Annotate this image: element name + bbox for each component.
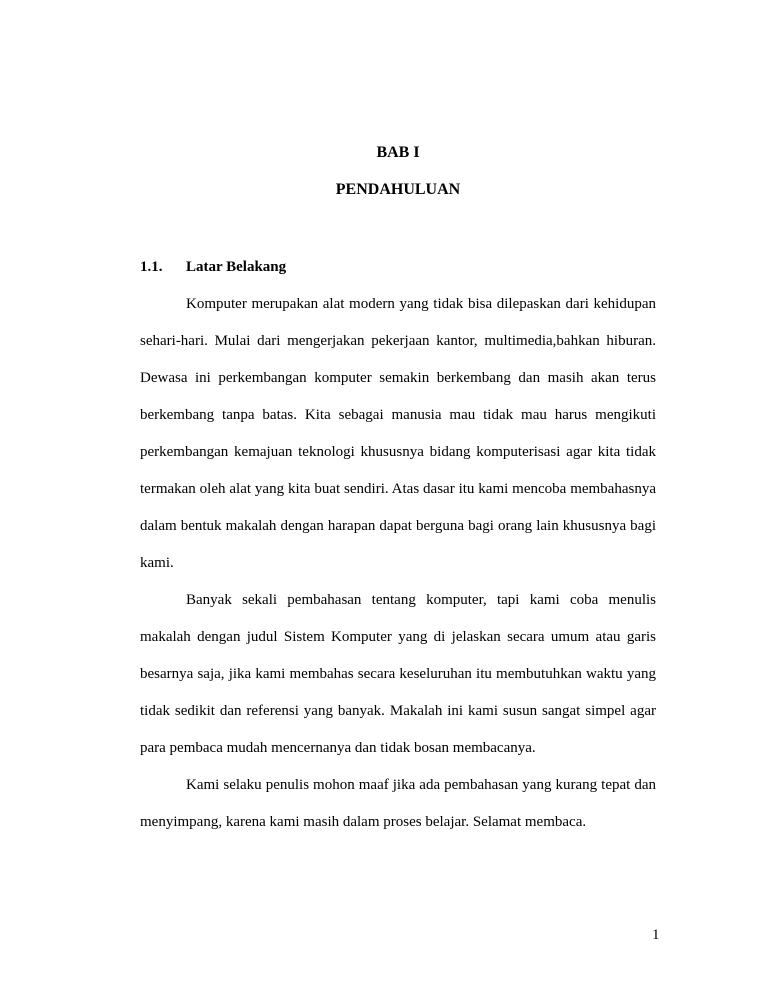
paragraph-2: Banyak sekali pembahasan tentang komputer, tapi kami coba menulis makalah dengan judul Sistem Komputer yang di jelaskan secara umum atau garis besarnya saja, jika kami membahas secara keseluruhan itu membutuhkan waktu yang tidak sedikit dan referensi yang banyak. Makalah ini kami susun sangat simpel agar para pembaca mudah mencernanya dan tidak bosan membacanya. bbox=[140, 592, 656, 756]
body-text bbox=[140, 286, 656, 841]
page-number: 1 bbox=[652, 927, 660, 943]
chapter-number: BAB I bbox=[376, 144, 420, 161]
section-title: Latar Belakang bbox=[186, 259, 287, 275]
paragraph-3: Kami selaku penulis mohon maaf jika ada pembahasan yang kurang tepat dan menyimpang, karena kami masih dalam proses belajar. Selamat membaca. bbox=[140, 777, 656, 830]
section-number: 1.1. bbox=[140, 259, 163, 275]
paragraph-1: Komputer merupakan alat modern yang tidak bisa dilepaskan dari kehidupan sehari-hari. Mulai dari mengerjakan pekerjaan kantor, multimedia,bahkan hiburan. Dewasa ini perkembangan komputer semakin berkembang dan masih akan terus berkembang tanpa batas. Kita sebagai manusia mau tidak mau harus mengikuti perkembangan kemajuan teknologi khususnya bidang komputerisasi agar kita tidak termakan oleh alat yang kita buat sendiri. Atas dasar itu kami mencoba membahasnya dalam bentuk makalah dengan harapan dapat berguna bagi orang lain khususnya bagi kami. bbox=[140, 296, 656, 571]
section-heading bbox=[140, 257, 286, 277]
chapter-title: PENDAHULUAN bbox=[335, 181, 461, 198]
